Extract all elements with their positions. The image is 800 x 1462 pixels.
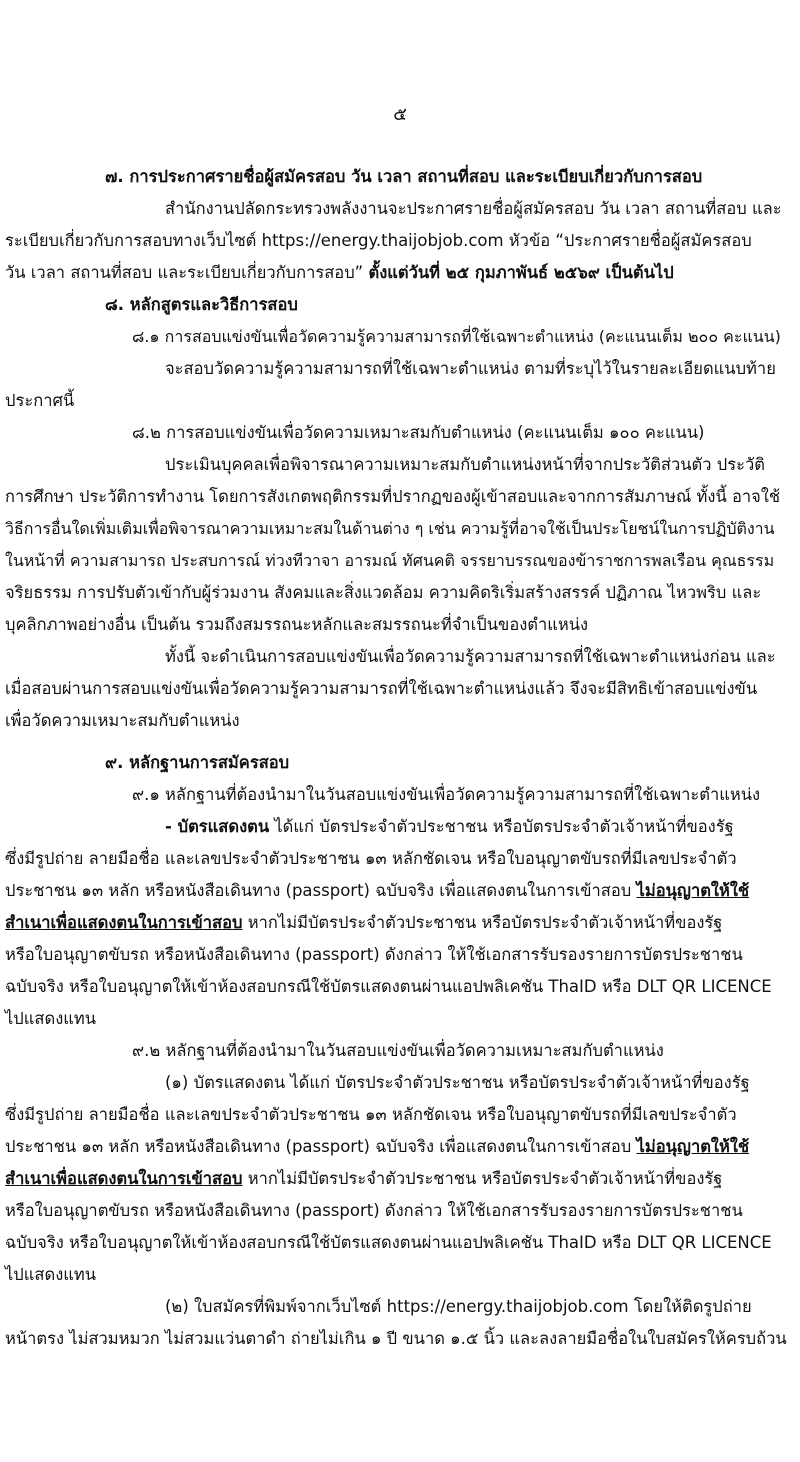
- paragraph-line: [165, 816, 795, 838]
- section-9-heading: ๙. หลักฐานการสมัครสอบ: [105, 753, 290, 772]
- paragraph-line: เมื่อสอบผ่านการสอบแข่งขันเพื่อวัดความรู้ความสามารถที่ใช้เฉพาะตำแหน่งแล้ว จึงจะมีสิทธิเข้าสอบแข่งขัน: [5, 679, 758, 698]
- paragraph-line: หน้าตรง ไม่สวมหมวก ไม่สวมแว่นตาดำ ถ่ายไม่เกิน ๑ ปี ขนาด ๑.๕ นิ้ว และลงลายมือชื่อในใบสมัครให้ครบถ้วน: [5, 1329, 787, 1348]
- section-7-para-line: สำนักงานปลัดกระทรวงพลังงานจะประกาศรายชื่อผู้สมัครสอบ วัน เวลา สถานที่สอบ และ: [165, 199, 782, 218]
- paragraph-line: ซึ่งมีรูปถ่าย ลายมือชื่อ และเลขประจำตัวประชาชน ๑๓ หลักชัดเจน หรือใบอนุญาตขับรถที่มีเลขประจำตัว: [5, 1105, 737, 1124]
- paragraph-line: ประกาศนี้: [5, 391, 75, 410]
- paragraph-line: บุคลิกภาพอย่างอื่น เป็นต้น รวมถึงสมรรถนะหลักและสมรรถนะที่จำเป็นของตำแหน่ง: [5, 615, 589, 634]
- date-emphasis: ตั้งแต่วันที่ ๒๕ กุมภาพันธ์ ๒๕๖๙ เป็นต้นไป: [368, 263, 674, 282]
- paragraph-line: [5, 1136, 795, 1158]
- paragraph-line: การศึกษา ประวัติการทำงาน โดยการสังเกตพฤติกรรมที่ปรากฏของผู้เข้าสอบและจากการสัมภาษณ์ ทั้งนี้ อาจใช้: [5, 487, 781, 506]
- paragraph-line: ไปแสดงแทน: [5, 1265, 97, 1284]
- paragraph-line: จริยธรรม การปรับตัวเข้ากับผู้ร่วมงาน สังคมและสิ่งแวดล้อม ความคิดริเริ่มสร้างสรรค์ ปฏิภาณ ไหวพริบ และ: [5, 583, 762, 602]
- paragraph-line: [5, 912, 795, 934]
- text-span: วัน เวลา สถานที่สอบ และระเบียบเกี่ยวกับการสอบ”: [5, 263, 364, 282]
- no-copy-warning: ไม่อนุญาตให้ใช้: [636, 1137, 750, 1156]
- subsection-9-2-heading: ๙.๒ หลักฐานที่ต้องนำมาในวันสอบแข่งขันเพื่อวัดความเหมาะสมกับตำแหน่ง: [132, 1041, 664, 1060]
- paragraph-line: ประเมินบุคคลเพื่อพิจารณาความเหมาะสมกับตำแหน่งหน้าที่จากประวัติส่วนตัว ประวัติ: [165, 455, 765, 474]
- subsection-8-1-heading: ๘.๑ การสอบแข่งขันเพื่อวัดความรู้ความสามารถที่ใช้เฉพาะตำแหน่ง (คะแนนเต็ม ๒๐๐ คะแนน): [132, 327, 781, 346]
- no-copy-warning: สำเนาเพื่อแสดงตนในการเข้าสอบ: [5, 913, 243, 932]
- paragraph-line: หรือใบอนุญาตขับรถ หรือหนังสือเดินทาง (passport) ดังกล่าว ให้ใช้เอกสารรับรองรายการบัตรประชาชน: [5, 945, 743, 964]
- paragraph-line: ซึ่งมีรูปถ่าย ลายมือชื่อ และเลขประจำตัวประชาชน ๑๓ หลักชัดเจน หรือใบอนุญาตขับรถที่มีเลขประจำตัว: [5, 849, 737, 868]
- paragraph-line: หรือใบอนุญาตขับรถ หรือหนังสือเดินทาง (passport) ดังกล่าว ให้ใช้เอกสารรับรองรายการบัตรประชาชน: [5, 1201, 743, 1220]
- section-7-para-line: ระเบียบเกี่ยวกับการสอบทางเว็บไซต์ https://energy.thaijobjob.com หัวข้อ “ประกาศรายชื่อผู้สมัครสอบ: [5, 231, 752, 250]
- no-copy-warning: สำเนาเพื่อแสดงตนในการเข้าสอบ: [5, 1169, 243, 1188]
- paragraph-line: (๑) บัตรแสดงตน ได้แก่ บัตรประจำตัวประชาชน หรือบัตรประจำตัวเจ้าหน้าที่ของรัฐ: [165, 1073, 750, 1092]
- subsection-8-2-heading: ๘.๒ การสอบแข่งขันเพื่อวัดความเหมาะสมกับตำแหน่ง (คะแนนเต็ม ๑๐๐ คะแนน): [132, 423, 705, 442]
- text-span: หากไม่มีบัตรประจำตัวประชาชน หรือบัตรประจำตัวเจ้าหน้าที่ของรัฐ: [247, 913, 723, 932]
- text-span: หากไม่มีบัตรประจำตัวประชาชน หรือบัตรประจำตัวเจ้าหน้าที่ของรัฐ: [247, 1169, 723, 1188]
- text-span: ได้แก่ บัตรประจำตัวประชาชน หรือบัตรประจำตัวเจ้าหน้าที่ของรัฐ: [274, 817, 734, 836]
- no-copy-warning: ไม่อนุญาตให้ใช้: [636, 881, 750, 900]
- paragraph-line: (๒) ใบสมัครที่พิมพ์จากเว็บไซต์ https://energy.thaijobjob.com โดยให้ติดรูปถ่าย: [165, 1297, 752, 1316]
- section-7-para-line: [5, 262, 795, 284]
- paragraph-line: จะสอบวัดความรู้ความสามารถที่ใช้เฉพาะตำแหน่ง ตามที่ระบุไว้ในรายละเอียดแนบท้าย: [165, 359, 776, 378]
- section-7-heading: ๗. การประกาศรายชื่อผู้สมัครสอบ วัน เวลา สถานที่สอบ และระเบียบเกี่ยวกับการสอบ: [105, 167, 703, 186]
- id-card-label: - บัตรแสดงตน: [165, 817, 270, 836]
- text-span: ประชาชน ๑๓ หลัก หรือหนังสือเดินทาง (passport) ฉบับจริง เพื่อแสดงตนในการเข้าสอบ: [5, 1137, 632, 1156]
- section-8-heading: ๘. หลักสูตรและวิธีการสอบ: [105, 295, 298, 314]
- paragraph-line: เพื่อวัดความเหมาะสมกับตำแหน่ง: [5, 711, 240, 730]
- paragraph-line: [5, 880, 795, 902]
- text-span: ประชาชน ๑๓ หลัก หรือหนังสือเดินทาง (passport) ฉบับจริง เพื่อแสดงตนในการเข้าสอบ: [5, 881, 632, 900]
- paragraph-line: ทั้งนี้ จะดำเนินการสอบแข่งขันเพื่อวัดความรู้ความสามารถที่ใช้เฉพาะตำแหน่งก่อน และ: [165, 647, 776, 666]
- paragraph-line: ฉบับจริง หรือใบอนุญาตให้เข้าห้องสอบกรณีใช้บัตรแสดงตนผ่านแอปพลิเคชัน ThaID หรือ DLT QR LICENCE: [5, 977, 772, 996]
- paragraph-line: วิธีการอื่นใดเพิ่มเติมเพื่อพิจารณาความเหมาะสมในด้านต่าง ๆ เช่น ความรู้ที่อาจใช้เป็นประโยชน์ในการปฏิบัติงาน: [5, 519, 775, 538]
- paragraph-line: ในหน้าที่ ความสามารถ ประสบการณ์ ท่วงทีวาจา อารมณ์ ทัศนคติ จรรยาบรรณของข้าราชการพลเรือน คุณธรรม: [5, 551, 775, 570]
- paragraph-line: ฉบับจริง หรือใบอนุญาตให้เข้าห้องสอบกรณีใช้บัตรแสดงตนผ่านแอปพลิเคชัน ThaID หรือ DLT QR LICENCE: [5, 1233, 772, 1252]
- page-number: ๕: [393, 104, 407, 125]
- paragraph-line: ไปแสดงแทน: [5, 1009, 97, 1028]
- subsection-9-1-heading: ๙.๑ หลักฐานที่ต้องนำมาในวันสอบแข่งขันเพื่อวัดความรู้ความสามารถที่ใช้เฉพาะตำแหน่ง: [132, 785, 761, 804]
- paragraph-line: [5, 1168, 795, 1190]
